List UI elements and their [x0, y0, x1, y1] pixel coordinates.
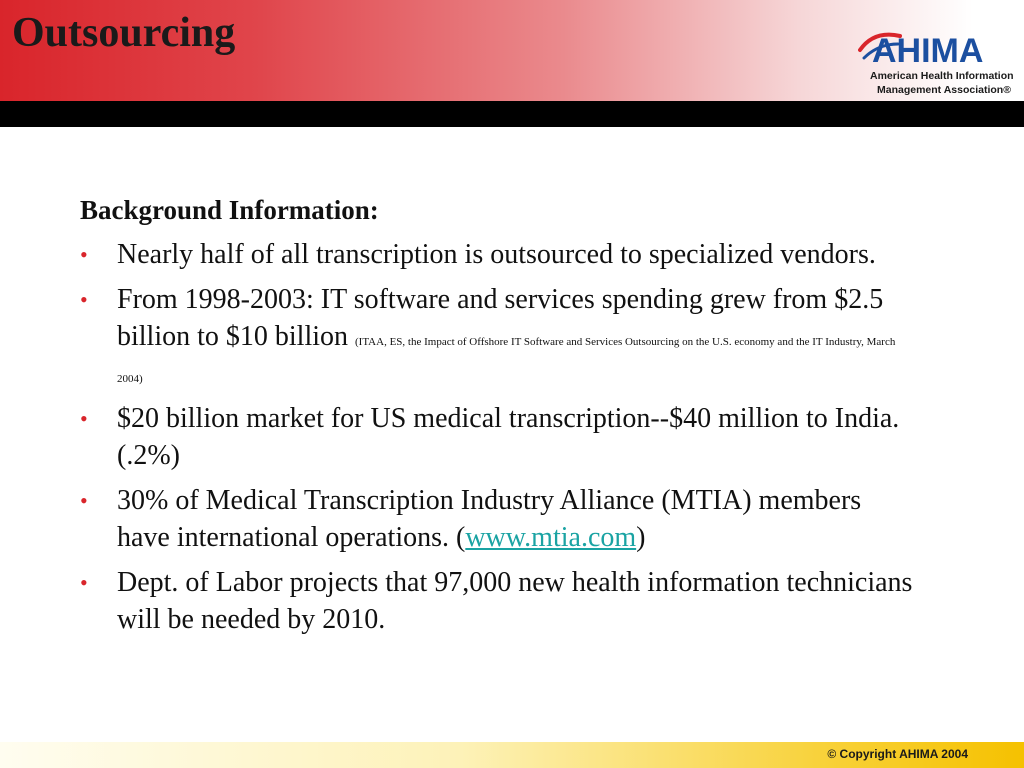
slide-title: Outsourcing	[12, 10, 236, 56]
bullet-item	[80, 400, 920, 474]
ahima-logo	[858, 24, 1014, 99]
section-heading: Background Information:	[80, 195, 379, 225]
bullet-item	[80, 482, 920, 556]
bullet-dot-icon: •	[80, 570, 88, 596]
bullet-list	[80, 236, 920, 638]
bullet-item	[80, 281, 920, 392]
bullet-text: 30% of Medical Transcription Industry Alliance (MTIA) members have international operations. (	[117, 485, 862, 554]
logo-text-line2: Management Association®	[877, 84, 1011, 96]
bullet-item	[80, 236, 920, 273]
bullet-dot-icon: •	[80, 488, 88, 514]
footer-bar	[0, 742, 1024, 768]
bullet-text: Dept. of Labor projects that 97,000 new health information technicians will be needed by 2010.	[117, 567, 913, 636]
header-divider-bar	[0, 101, 1024, 127]
bullet-text: $20 billion market for US medical transcription--$40 million to India. (.2%)	[117, 403, 900, 472]
bullet-text-end: )	[636, 522, 646, 554]
bullet-text: From 1998-2003: IT software and services spending grew from $2.5 billion to $10 billion	[117, 284, 884, 353]
citation: (ITAA, ES, the Impact of Offshore IT Software and Services Outsourcing on the U.S. economy and the IT Industry, March 2004)	[117, 336, 896, 386]
mtia-link[interactable]: www.mtia.com	[465, 522, 637, 554]
bullet-text: Nearly half of all transcription is outsourced to specialized vendors.	[117, 239, 876, 271]
bullet-dot-icon: •	[80, 242, 88, 268]
slide-body	[80, 193, 920, 646]
bullet-dot-icon: •	[80, 287, 88, 313]
bullet-dot-icon: •	[80, 406, 88, 432]
copyright-text: © Copyright AHIMA 2004	[827, 747, 968, 761]
logo-wordmark: AHIMA	[872, 32, 984, 70]
bullet-item	[80, 564, 920, 638]
ahima-logo-graphic	[858, 24, 1008, 70]
header-banner	[0, 0, 1024, 101]
logo-text-line1: American Health Information	[870, 70, 1014, 82]
